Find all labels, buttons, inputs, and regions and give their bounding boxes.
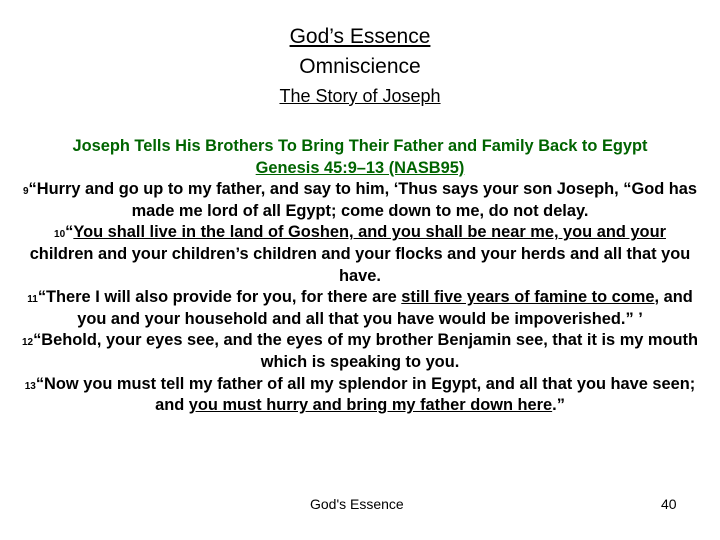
passage-reference: Genesis 45:9–13 (NASB95) bbox=[255, 158, 465, 177]
verse-text: children and your children’s children and your flocks and your herds and all that you have. bbox=[29, 244, 691, 285]
page-number: 40 bbox=[661, 496, 677, 512]
verse-9 bbox=[20, 179, 700, 222]
verse-12 bbox=[20, 330, 700, 373]
verse-number: 10 bbox=[54, 229, 66, 241]
passage-heading: Joseph Tells His Brothers To Bring Their Father and Family Back to Egypt bbox=[72, 137, 648, 155]
verse-text: .” bbox=[552, 396, 565, 415]
verse-underlined-text: you must hurry and bring my father down here bbox=[188, 396, 553, 415]
verse-text: , and you and your household and all that you have would be impoverished.” ’ bbox=[77, 288, 693, 328]
title-block bbox=[0, 22, 720, 110]
verse-text: “Behold, your eyes see, and the eyes of my brother Benjamin see, that it is my mouth which is speaking to you. bbox=[33, 331, 699, 371]
verse-13 bbox=[20, 374, 700, 417]
verse-10 bbox=[20, 222, 700, 287]
verse-number: 9 bbox=[22, 186, 29, 198]
verse-underlined-text: You shall live in the land of Goshen, and you shall be near me, you and your bbox=[73, 223, 666, 242]
scripture-passage bbox=[20, 136, 700, 417]
verse-underlined-text: still five years of famine to come bbox=[401, 288, 655, 307]
page-subtitle: Omniscience bbox=[299, 55, 421, 78]
verse-number: 11 bbox=[27, 294, 38, 306]
verse-number: 13 bbox=[24, 380, 36, 392]
verse-text: “Hurry and go up to my father, and say to him, ‘Thus says your son Joseph, “God has made me lord of all Egypt; come down to me, do not delay. bbox=[28, 180, 698, 220]
verse-number: 12 bbox=[21, 337, 34, 349]
page-title: God’s Essence bbox=[289, 25, 431, 48]
verse-text: “ bbox=[65, 223, 74, 242]
verse-text: “Now you must tell my father of all my splendor in Egypt, and all that you have seen; and bbox=[35, 374, 696, 415]
story-title: The Story of Joseph bbox=[279, 86, 441, 106]
footer-text: God's Essence bbox=[310, 496, 404, 512]
verse-11 bbox=[20, 287, 700, 330]
verse-text: “There I will also provide for you, for there are bbox=[37, 288, 402, 307]
